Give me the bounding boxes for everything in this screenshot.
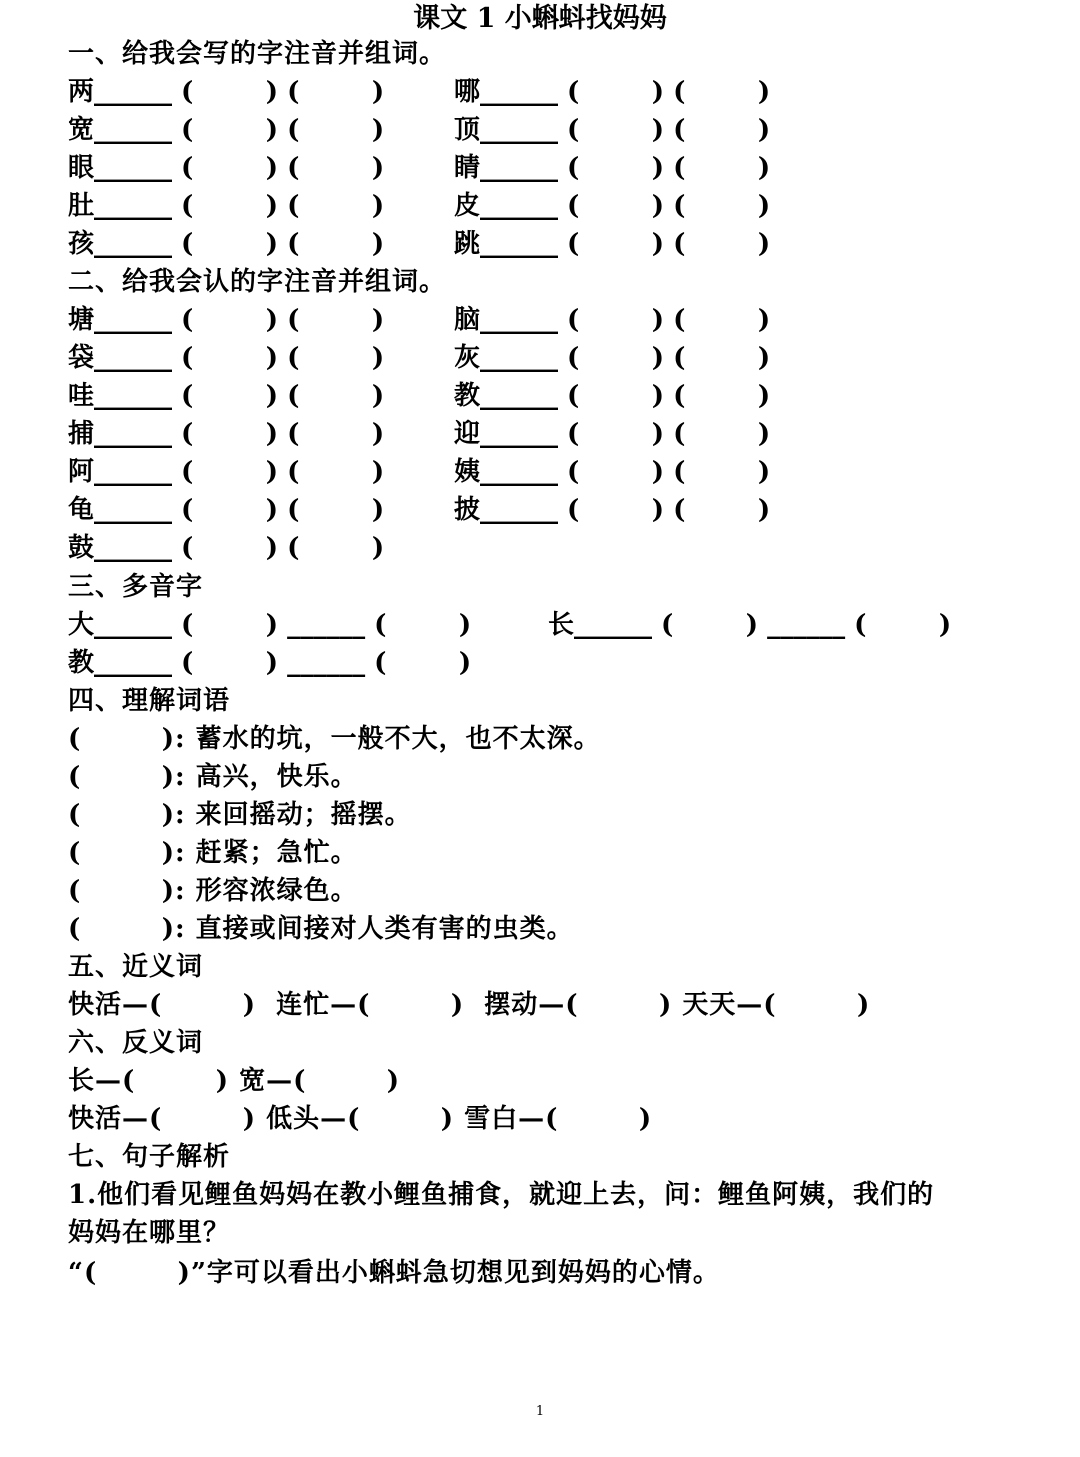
row-left: 大______ ( ) ______ ( ) bbox=[68, 610, 472, 640]
section-2-heading: 二、给我会认的字注音并组词。 bbox=[68, 267, 447, 297]
row-left: 鼓______ ( ) ( ) bbox=[68, 533, 385, 563]
sentence-line: 1.他们看见鲤鱼妈妈在教小鲤鱼捕食，就迎上去，问：鲤鱼阿姨，我们的 bbox=[68, 1180, 935, 1210]
row-right: 睛______ ( ) ( ) bbox=[454, 153, 771, 183]
exercise-row bbox=[68, 339, 1080, 377]
section-7-heading: 七、句子解析 bbox=[68, 1142, 231, 1172]
row-right: 哪______ ( ) ( ) bbox=[454, 77, 771, 107]
row-right: 教______ ( ) ( ) bbox=[454, 381, 771, 411]
question-line: “( )”字可以看出小蝌蚪急切想见到妈妈的心情。 bbox=[68, 1258, 720, 1288]
row-left: 教______ ( ) ______ ( ) bbox=[68, 648, 472, 678]
row-right: 迎______ ( ) ( ) bbox=[454, 419, 771, 449]
exercise-row bbox=[68, 377, 1080, 415]
row-right: 跳______ ( ) ( ) bbox=[454, 229, 771, 259]
synonym-line: 快活—( ) 连忙—( ) 摆动—( ) 天天—( ) bbox=[68, 990, 871, 1020]
definition-line: ( ): 形容浓绿色。 bbox=[68, 876, 358, 906]
section-6-heading: 六、反义词 bbox=[68, 1028, 204, 1058]
row-left: 捕______ ( ) ( ) bbox=[68, 419, 385, 449]
page-title: 课文 1 小蝌蚪找妈妈 bbox=[413, 3, 667, 34]
exercise-row bbox=[68, 149, 1080, 187]
exercise-row bbox=[68, 606, 1080, 644]
exercise-row bbox=[68, 73, 1080, 111]
section-4-heading: 四、理解词语 bbox=[68, 686, 231, 716]
row-left: 眼______ ( ) ( ) bbox=[68, 153, 385, 183]
exercise-row bbox=[68, 453, 1080, 491]
row-left: 肚______ ( ) ( ) bbox=[68, 191, 385, 221]
row-left: 哇______ ( ) ( ) bbox=[68, 381, 385, 411]
row-left: 两______ ( ) ( ) bbox=[68, 77, 385, 107]
antonym-line: 快活—( ) 低头—( ) 雪白—( ) bbox=[68, 1104, 653, 1134]
row-left: 龟______ ( ) ( ) bbox=[68, 495, 385, 525]
row-left: 宽______ ( ) ( ) bbox=[68, 115, 385, 145]
section-5-heading: 五、近义词 bbox=[68, 952, 204, 982]
definition-line: ( ): 来回摇动；摇摆。 bbox=[68, 800, 412, 830]
exercise-row bbox=[68, 491, 1080, 529]
row-right: 姨______ ( ) ( ) bbox=[454, 457, 771, 487]
antonym-line: 长—( ) 宽—( ) bbox=[68, 1066, 401, 1096]
row-right: 灰______ ( ) ( ) bbox=[454, 343, 771, 373]
definition-line: ( ): 蓄水的坑，一般不大，也不太深。 bbox=[68, 724, 601, 754]
row-left: 孩______ ( ) ( ) bbox=[68, 229, 385, 259]
definition-line: ( ): 直接或间接对人类有害的虫类。 bbox=[68, 914, 574, 944]
row-left: 袋______ ( ) ( ) bbox=[68, 343, 385, 373]
exercise-row bbox=[68, 529, 1080, 567]
row-right: 顶______ ( ) ( ) bbox=[454, 115, 771, 145]
sentence-line: 妈妈在哪里？ bbox=[68, 1218, 231, 1248]
definition-line: ( ): 赶紧；急忙。 bbox=[68, 838, 358, 868]
exercise-row bbox=[68, 225, 1080, 263]
row-right: 脑______ ( ) ( ) bbox=[454, 305, 771, 335]
page-number: 1 bbox=[535, 1404, 545, 1419]
exercise-row bbox=[68, 644, 1080, 682]
row-right: 长______ ( ) ______ ( ) bbox=[548, 610, 952, 640]
definition-line: ( ): 高兴，快乐。 bbox=[68, 762, 358, 792]
exercise-row bbox=[68, 415, 1080, 453]
exercise-row bbox=[68, 187, 1080, 225]
exercise-row bbox=[68, 111, 1080, 149]
row-left: 阿______ ( ) ( ) bbox=[68, 457, 385, 487]
row-right: 皮______ ( ) ( ) bbox=[454, 191, 771, 221]
row-right: 披______ ( ) ( ) bbox=[454, 495, 771, 525]
section-3-heading: 三、多音字 bbox=[68, 572, 204, 602]
row-left: 塘______ ( ) ( ) bbox=[68, 305, 385, 335]
section-1-heading: 一、给我会写的字注音并组词。 bbox=[68, 39, 447, 69]
exercise-row bbox=[68, 301, 1080, 339]
